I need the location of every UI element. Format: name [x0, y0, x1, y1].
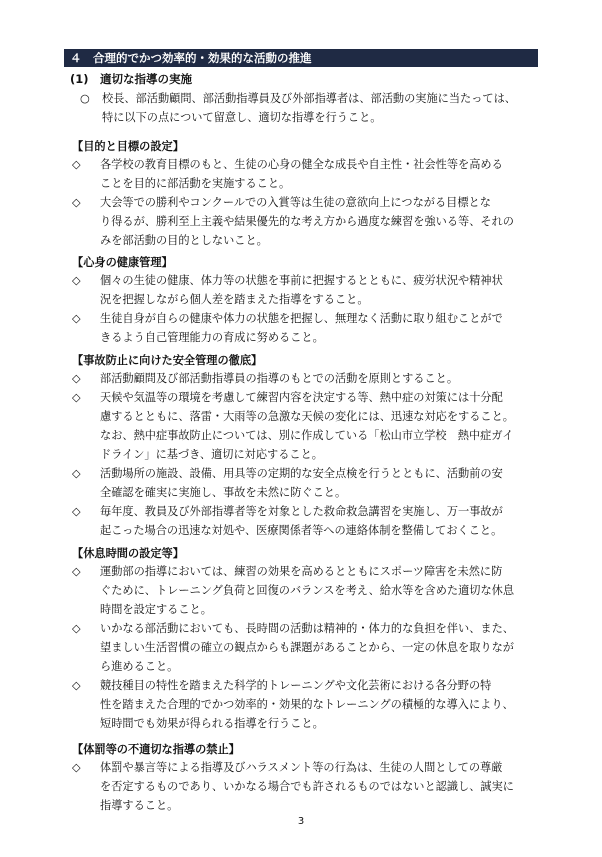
item-line: 望ましい生活習慣の確立の観点からも課題があることから、一定の休息を取りなが — [100, 641, 514, 654]
group-title-purpose: 【目的と目標の設定】 — [72, 140, 184, 153]
list-item — [72, 562, 552, 619]
item-line: 各学校の教育目標のもと、生徒の心身の健全な成長や自主性・社会性等を高める — [100, 158, 503, 171]
item-line: 起こった場合の迅速な対処や、医療関係者等への連絡体制を整備しておくこと。 — [100, 524, 503, 537]
list-item — [72, 388, 552, 464]
list-item — [72, 758, 552, 815]
list-item — [72, 369, 552, 388]
item-line: 運動部の指導においては、練習の効果を高めるとともにスポーツ障害を未然に防 — [100, 565, 503, 578]
item-line: 時間を設定すること。 — [100, 603, 212, 616]
diamond-bullet: ◇ — [72, 372, 81, 385]
group-title-health: 【心身の健康管理】 — [72, 256, 173, 269]
item-line: ドライン」に基づき、適切に対応すること。 — [100, 448, 323, 461]
diamond-bullet: ◇ — [72, 274, 81, 287]
intro-line: 特に以下の点について留意し、適切な指導を行うこと。 — [102, 111, 382, 124]
item-line: いかなる部活動においても、長時間の活動は精神的・体力的な負担を伴い、また、 — [100, 622, 514, 635]
intro-paragraph — [80, 89, 550, 127]
diamond-bullet: ◇ — [72, 761, 81, 774]
item-line: ことを目的に部活動を実施すること。 — [100, 177, 291, 190]
item-line: り得るが、勝利至上主義や結果優先的な考え方から過度な練習を強いる等、それの — [100, 215, 514, 228]
item-line: ら進めること。 — [100, 660, 179, 673]
item-line: 部活動顧問及び部活動指導員の指導のもとでの活動を原則とすること。 — [100, 372, 459, 385]
item-line: 況を把握しながら個人差を踏まえた指導をすること。 — [100, 293, 369, 306]
page-number: 3 — [297, 816, 305, 827]
diamond-bullet: ◇ — [72, 467, 81, 480]
item-line: 活動場所の施設、設備、用具等の定期的な安全点検を行うとともに、活動前の安 — [100, 467, 503, 480]
list-item — [72, 155, 552, 193]
group-title-rest: 【休息時間の設定等】 — [72, 547, 184, 560]
item-line: みを部活動の目的としないこと。 — [100, 234, 268, 247]
diamond-bullet: ◇ — [72, 391, 81, 404]
item-line: 指導すること。 — [100, 799, 179, 812]
item-line: 天候や気温等の環境を考慮して練習内容を決定する等、熱中症の対策には十分配 — [100, 391, 503, 404]
item-line: 短時間でも効果が得られる指導を行うこと。 — [100, 717, 324, 730]
item-line: 体罰や暴言等による指導及びハラスメント等の行為は、生徒の人間としての尊厳 — [100, 761, 503, 774]
diamond-bullet: ◇ — [72, 565, 81, 578]
diamond-bullet: ◇ — [72, 505, 81, 518]
list-item — [72, 502, 552, 540]
item-line: 毎年度、教員及び外部指導者等を対象とした救命救急講習を実施し、万一事故が — [100, 505, 503, 518]
intro-line: 校長、部活動顧問、部活動指導員及び外部指導者は、部活動の実施に当たっては、 — [102, 92, 516, 105]
item-line: なお、熱中症事故防止については、別に作成している「松山市立学校 熱中症ガイ — [100, 429, 514, 442]
group-title-prohibition: 【体罰等の不適切な指導の禁止】 — [72, 743, 240, 756]
group-title-safety: 【事故防止に向けた安全管理の徹底】 — [72, 354, 263, 367]
item-line: を否定するものであり、いかなる場合でも許されるものではないと認識し、誠実に — [100, 780, 514, 793]
item-line: 大会等での勝利やコンクールでの入賞等は生徒の意欲向上につながる目標とな — [100, 196, 491, 209]
item-line: きるよう自己管理能力の育成に努めること。 — [100, 331, 324, 344]
list-item — [72, 193, 552, 250]
item-line: 個々の生徒の健康、体力等の状態を事前に把握するとともに、疲労状況や精神状 — [100, 274, 503, 287]
diamond-bullet: ◇ — [72, 622, 81, 635]
diamond-bullet: ◇ — [72, 196, 81, 209]
item-line: 全確認を確実に実施し、事故を未然に防ぐこと。 — [100, 486, 347, 499]
diamond-bullet: ◇ — [72, 679, 81, 692]
item-line: 競技種目の特性を踏まえた科学的トレーニングや文化芸術における各分野の特 — [100, 679, 492, 692]
subsection-heading: (1) 適切な指導の実施 — [70, 72, 193, 86]
item-line: 性を踏まえた合理的でかつ効率的・効果的なトレーニングの積極的な導入により、 — [100, 698, 514, 711]
item-line: 慮するとともに、落雷・大雨等の急激な天候の変化には、迅速な対応をすること。 — [100, 410, 514, 423]
list-item — [72, 309, 552, 347]
item-line: ぐために、トレーニング負荷と回復のバランスを考え、給水等を含めた適切な休息 — [100, 584, 515, 597]
diamond-bullet: ◇ — [72, 312, 81, 325]
section-heading: ４ 合理的でかつ効率的・効果的な活動の推進 — [64, 49, 538, 67]
list-item — [72, 271, 552, 309]
list-item — [72, 619, 552, 676]
list-item — [72, 464, 552, 502]
diamond-bullet: ◇ — [72, 158, 81, 171]
list-item — [72, 676, 552, 733]
circle-bullet: ○ — [80, 92, 90, 105]
item-line: 生徒自身が自らの健康や体力の状態を把握し、無理なく活動に取り組むことがで — [100, 312, 503, 325]
